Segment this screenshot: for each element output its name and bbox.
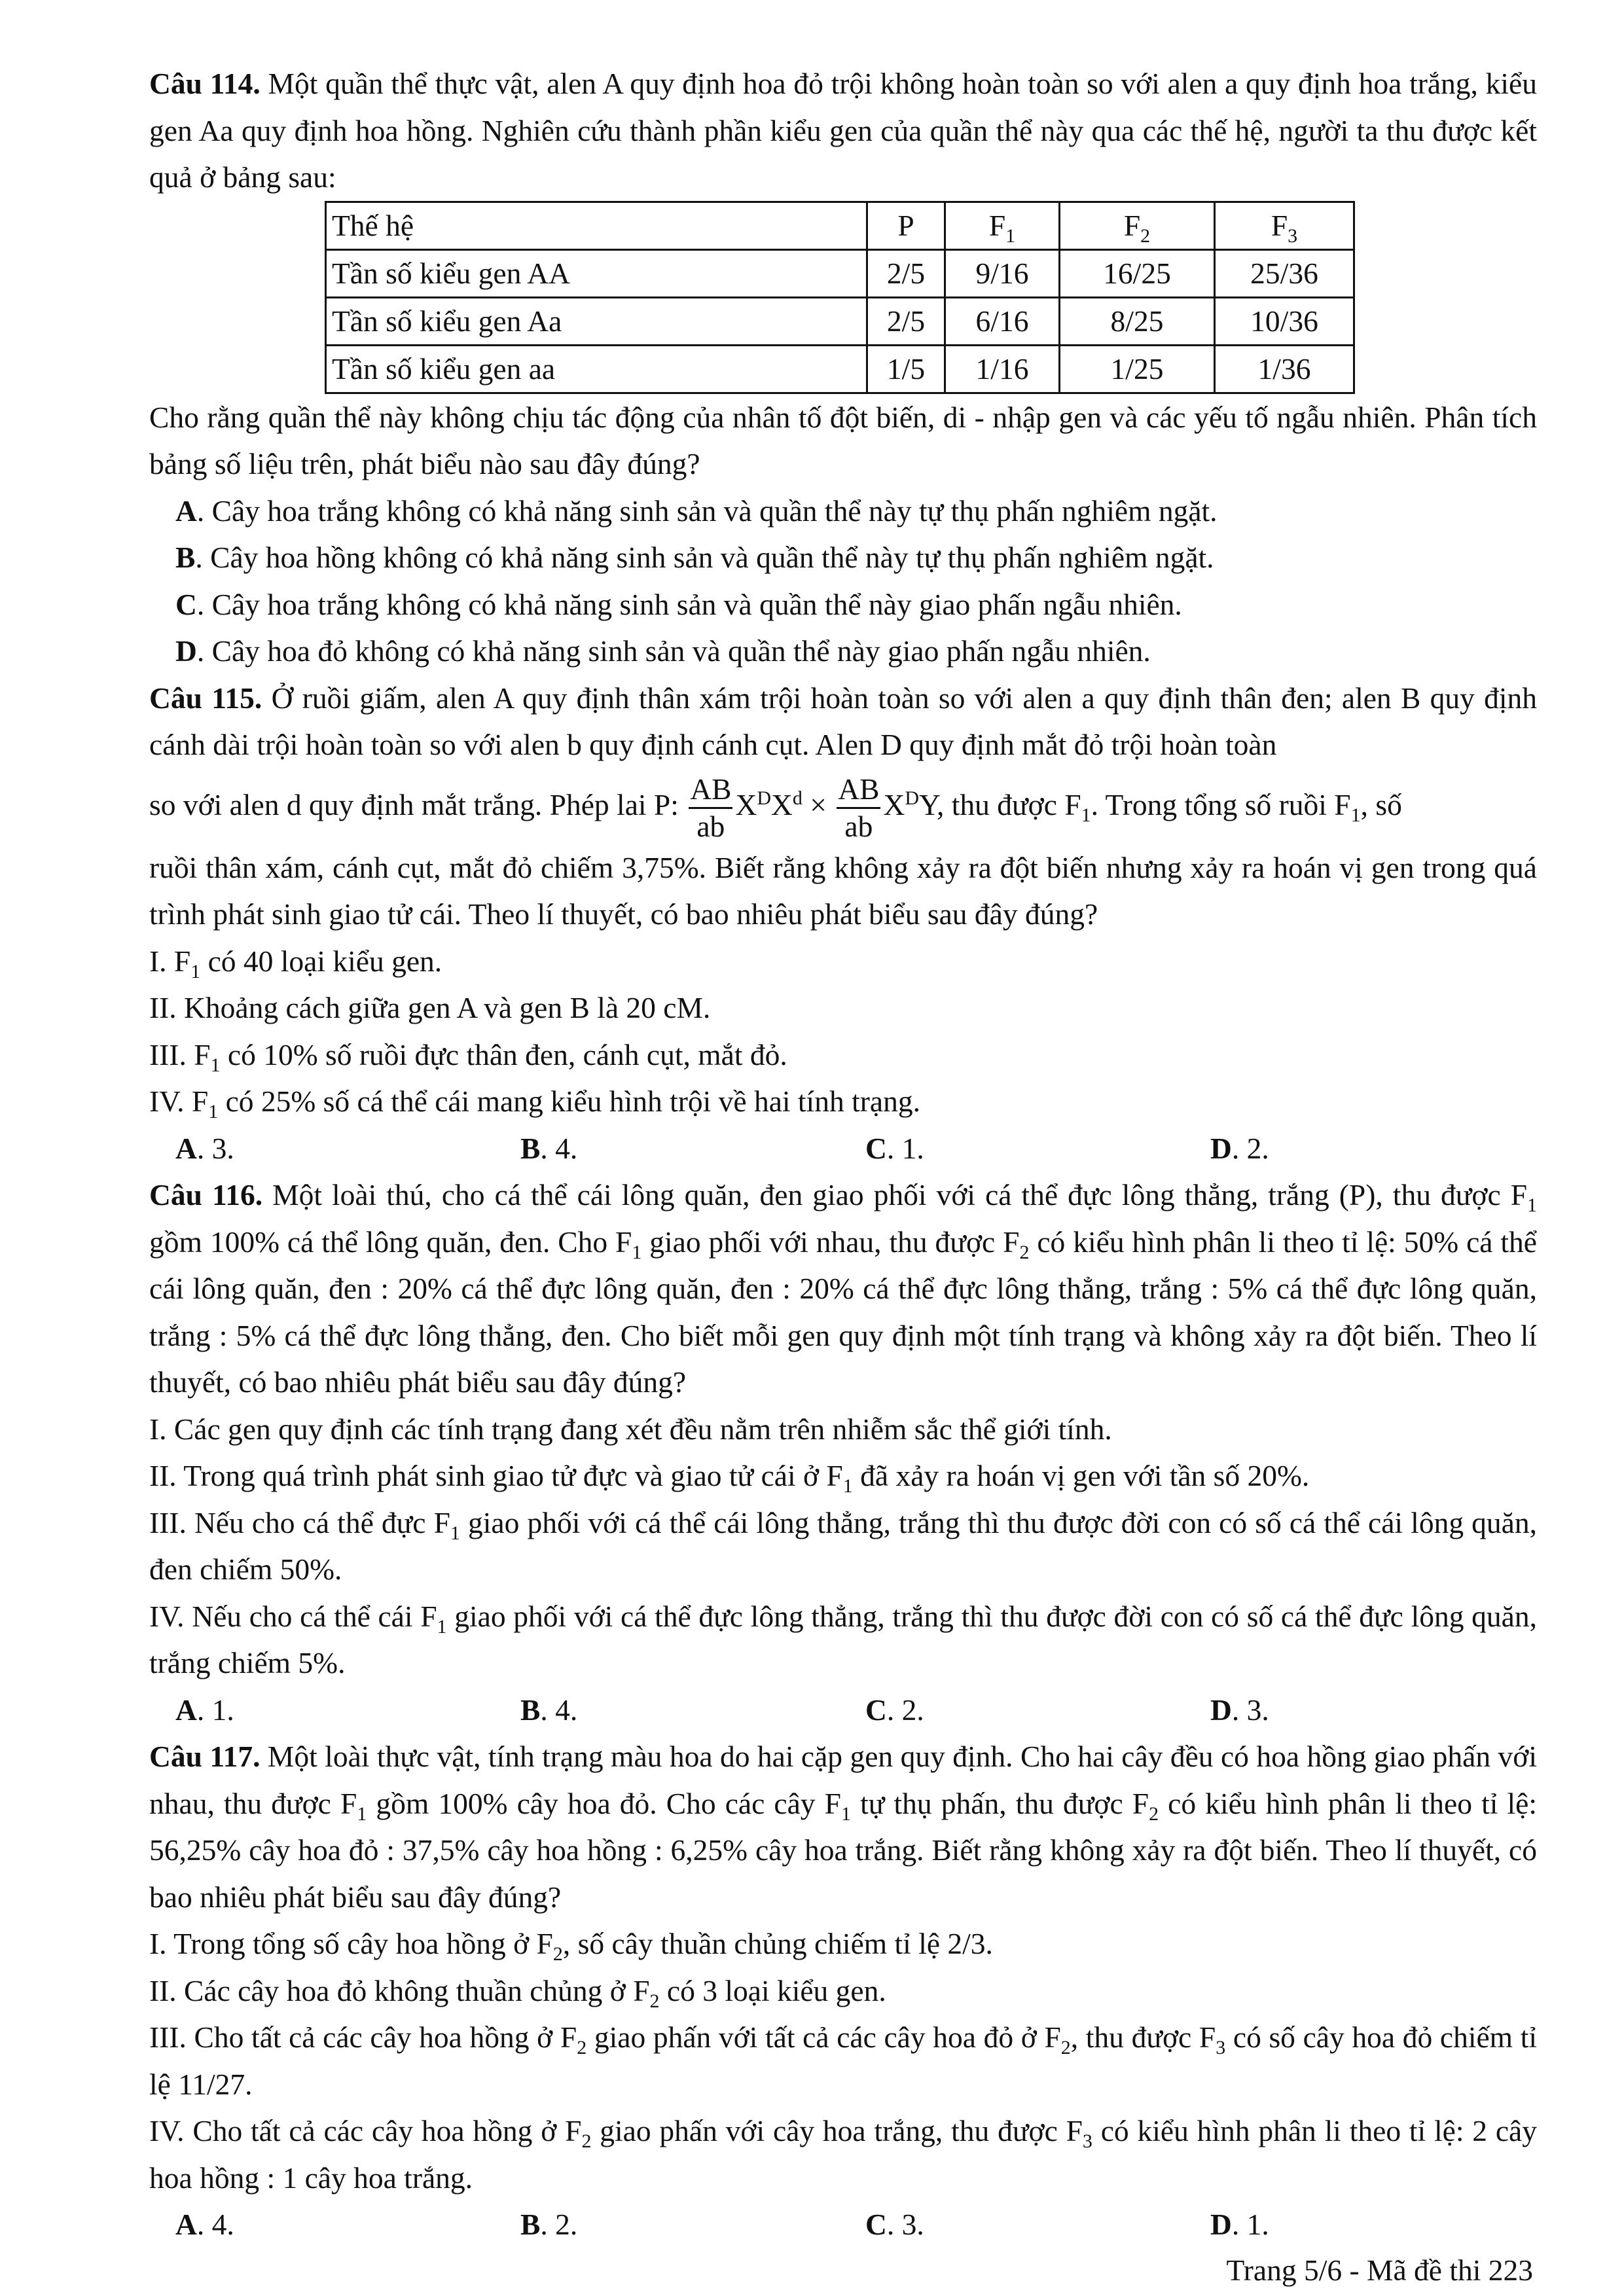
answer-option-b: B. 4. bbox=[520, 1693, 578, 1727]
question-115 bbox=[149, 675, 1537, 768]
question-label: Câu 115. bbox=[149, 681, 262, 715]
table-cell: Tần số kiểu gen aa bbox=[326, 345, 867, 393]
statement-1: I. Các gen quy định các tính trạng đang xét đều nằm trên nhiễm sắc thể giới tính. bbox=[149, 1412, 1112, 1446]
statement-2: II. Trong quá trình phát sinh giao tử đực và giao tử cái ở $F_1$ đã xảy ra hoán vị gen với tần số 20%. bbox=[149, 1459, 1310, 1498]
table-cell: 8/25 bbox=[1060, 297, 1215, 345]
question-114 bbox=[149, 60, 1537, 201]
question-label: Câu 116. bbox=[149, 1178, 263, 1212]
cross-formula-line: so với alen d quy định mắt trắng. Phép lai P: $\frac{AB}{ab}$ $X^DX^d$ × $\frac{AB}{ab}$ $X^DY$, thu được $F_1$. Trong tổng số ruồi $F_1$, số bbox=[149, 772, 1402, 843]
answer-option-d: D. 1. bbox=[1210, 2208, 1269, 2242]
question-117: Câu 117. Một loài thực vật, tính trạng màu hoa do hai cặp gen quy định. Cho hai cây đều có hoa hồng giao phấn với nhau, thu được $F_1$ gồm 100% cây hoa đỏ. Cho các cây $F_1$ tự thụ phấn, thu được $F_2$ có kiểu hình phân li theo tỉ lệ: 56,25% cây hoa đỏ : 37,5% cây hoa hồng : 6,25% cây hoa trắng. Biết rằng không xảy ra đột biến. Theo lí thuyết, có bao nhiêu phát biểu sau đây đúng? bbox=[149, 1740, 1538, 1914]
table-header-cell: $F_2$ bbox=[1060, 202, 1215, 249]
table-cell: 1/16 bbox=[945, 345, 1060, 393]
table-header-cell: Thế hệ bbox=[326, 202, 867, 249]
table-row bbox=[326, 345, 1354, 393]
table-row bbox=[326, 249, 1354, 297]
question-text: Một quần thể thực vật, alen A quy định hoa đỏ trội không hoàn toàn so với alen a quy định hoa trắng, kiểu gen Aa quy định hoa hồng. Nghiên cứu thành phần kiểu gen của quần thể này qua các thế hệ, người ta thu được kết quả ở bảng sau: bbox=[149, 67, 1538, 194]
table-cell: 16/25 bbox=[1060, 249, 1215, 297]
answer-option-a: A. Cây hoa trắng không có khả năng sinh sản và quần thể này tự thụ phấn nghiêm ngặt. bbox=[175, 493, 1218, 528]
statement-1: I. Trong tổng số cây hoa hồng ở $F_2$, số cây thuần chủng chiếm tỉ lệ 2/3. bbox=[149, 1927, 993, 1965]
statement-4: IV. Cho tất cả các cây hoa hồng ở $F_2$ giao phấn với cây hoa trắng, thu được $F_3$ có kiểu hình phân li theo tỉ lệ: 2 cây hoa hồng : 1 cây hoa trắng. bbox=[149, 2114, 1538, 2195]
table-header-cell: P bbox=[867, 202, 945, 249]
answer-option-a: A. 1. bbox=[175, 1693, 234, 1727]
statement-2: II. Khoảng cách giữa gen A và gen B là 20 cM. bbox=[149, 991, 711, 1025]
table-cell: 2/5 bbox=[867, 297, 945, 345]
question-text: ruồi thân xám, cánh cụt, mắt đỏ chiếm 3,75%. Biết rằng không xảy ra đột biến nhưng xảy ra hoán vị gen trong quá trình phát sinh giao tử cái. Theo lí thuyết, có bao nhiêu phát biểu sau đây đúng? bbox=[149, 850, 1537, 931]
answer-option-c: C. 2. bbox=[865, 1693, 924, 1727]
statement-3: III. Cho tất cả các cây hoa hồng ở $F_2$ giao phấn với tất cả các cây hoa đỏ ở $F_2$, thu được $F_3$ có số cây hoa đỏ chiếm tỉ lệ 11/27. bbox=[149, 2020, 1537, 2101]
statement-3: III. $F_1$ có 10% số ruồi đực thân đen, cánh cụt, mắt đỏ. bbox=[149, 1037, 787, 1076]
answer-option-b: B. Cây hoa hồng không có khả năng sinh sản và quần thể này tự thụ phấn nghiêm ngặt. bbox=[175, 541, 1214, 574]
answer-option-c: C. 1. bbox=[865, 1131, 924, 1165]
answer-options bbox=[149, 2201, 1537, 2248]
table-cell: 2/5 bbox=[867, 249, 945, 297]
table-cell: 1/25 bbox=[1060, 345, 1215, 393]
answer-option-b: B. 4. bbox=[520, 1131, 578, 1165]
table-cell: 1/5 bbox=[867, 345, 945, 393]
exam-page bbox=[149, 60, 1537, 2248]
statement-4: IV. Nếu cho cá thể cái $F_1$ giao phối với cá thể đực lông thẳng, trắng thì thu được đời con có số cá thể đực lông quăn, trắng chiếm 5%. bbox=[149, 1599, 1537, 1680]
answer-option-a: A. 3. bbox=[175, 1131, 234, 1165]
answer-option-d: D. 2. bbox=[1210, 1131, 1269, 1165]
question-text: Ở ruồi giấm, alen A quy định thân xám trội hoàn toàn so với alen a quy định thân đen; alen B quy định cánh dài trội hoàn toàn so với alen b quy định cánh cụt. Alen D quy định mắt đỏ trội hoàn toàn bbox=[149, 681, 1538, 761]
statement-4: IV. $F_1$ có 25% số cá thể cái mang kiểu hình trội về hai tính trạng. bbox=[149, 1085, 920, 1123]
genotype-fraction: $\frac{AB}{ab}$ bbox=[838, 772, 880, 843]
table-cell: Tần số kiểu gen AA bbox=[326, 249, 867, 297]
table-row bbox=[326, 297, 1354, 345]
answer-options bbox=[149, 1687, 1537, 1734]
table-header-row bbox=[326, 202, 1354, 249]
table-header-cell: $F_3$ bbox=[1215, 202, 1354, 249]
table-cell: 1/36 bbox=[1215, 345, 1354, 393]
question-label: Câu 114. bbox=[149, 67, 261, 100]
statement-2: II. Các cây hoa đỏ không thuần chủng ở $F_2$ có 3 loại kiểu gen. bbox=[149, 1973, 886, 2012]
table-cell: 10/36 bbox=[1215, 297, 1354, 345]
answer-option-c: C. 3. bbox=[865, 2208, 924, 2242]
genotype-fraction: $\frac{AB}{ab}$ bbox=[690, 772, 732, 843]
table-cell: 9/16 bbox=[945, 249, 1060, 297]
genotype-frequency-table bbox=[325, 201, 1355, 394]
table-cell: Tần số kiểu gen Aa bbox=[326, 297, 867, 345]
table-cell: 6/16 bbox=[945, 297, 1060, 345]
table-cell: 25/36 bbox=[1215, 249, 1354, 297]
answer-options bbox=[149, 1125, 1537, 1172]
answer-option-c: C. Cây hoa trắng không có khả năng sinh sản và quần thể này giao phấn ngẫu nhiên. bbox=[175, 587, 1182, 621]
answer-option-d: D. 3. bbox=[1210, 1693, 1269, 1727]
statement-3: III. Nếu cho cá thể đực $F_1$ giao phối với cá thể cái lông thẳng, trắng thì thu được đời con có số cá thể cái lông quăn, đen chiếm 50%. bbox=[149, 1505, 1538, 1587]
page-footer: Trang 5/6 - Mã đề thi 223 bbox=[1226, 2253, 1533, 2287]
table-header-cell: $F_1$ bbox=[945, 202, 1060, 249]
answer-option-b: B. 2. bbox=[520, 2208, 578, 2242]
answer-option-d: D. Cây hoa đỏ không có khả năng sinh sản và quần thể này giao phấn ngẫu nhiên. bbox=[175, 634, 1151, 668]
answer-option-a: A. 4. bbox=[175, 2208, 234, 2242]
statement-1: I. $F_1$ có 40 loại kiểu gen. bbox=[149, 944, 442, 982]
question-text: Cho rằng quần thể này không chịu tác động của nhân tố đột biến, di - nhập gen và các yếu tố ngẫu nhiên. Phân tích bảng số liệu trên, phát biểu nào sau đây đúng? bbox=[149, 400, 1537, 480]
question-label: Câu 117. bbox=[149, 1740, 261, 1774]
question-116: Câu 116. Một loài thú, cho cá thể cái lông quăn, đen giao phối với cá thể đực lông thẳng, trắng (P), thu được $F_1$ gồm 100% cá thể lông quăn, đen. Cho $F_1$ giao phối với nhau, thu được $F_2$ có kiểu hình phân li theo tỉ lệ: 50% cá thể cái lông quăn, đen : 20% cá thể đực lông quăn, đen : 20% cá thể đực lông thẳng, trắng : 5% cá thể đực lông quăn, trắng : 5% cá thể đực lông thẳng, đen. Cho biết mỗi gen quy định một tính trạng và không xảy ra đột biến. Theo lí thuyết, có bao nhiêu phát biểu sau đây đúng? bbox=[149, 1178, 1538, 1399]
